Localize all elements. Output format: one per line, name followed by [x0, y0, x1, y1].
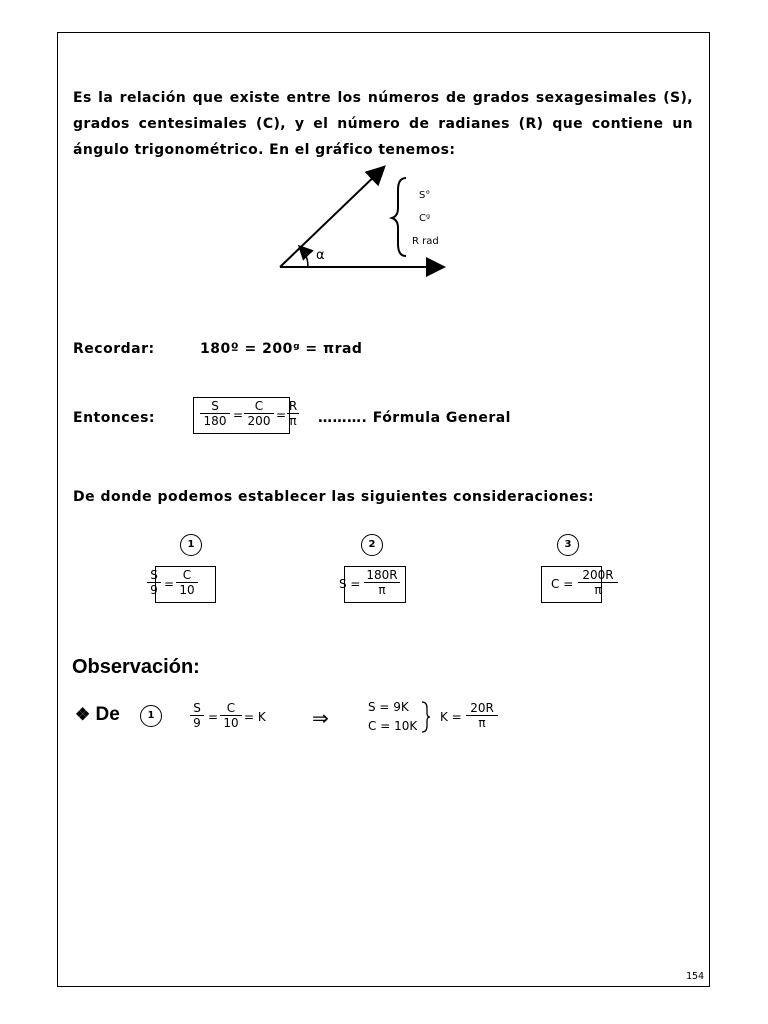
obs-fraction-s-9: S 9 — [190, 702, 204, 730]
s-degrees-label: S° — [419, 190, 431, 201]
intro-paragraph: Es la relación que existe entre los números de grados sexagesimales (S), grados centesimales (C), y el número de radianes (R) que contiene un ángulo trigonométrico. En el gráfico tenemos: — [73, 90, 693, 158]
angle-diagram — [270, 160, 460, 280]
r-rad-label: R rad — [412, 236, 439, 247]
c-equals-10k: C = 10K — [368, 719, 418, 733]
equals: = — [208, 710, 219, 724]
fraction-c-10: C 10 — [176, 569, 198, 597]
s-equals-9k: S = 9K — [368, 700, 409, 714]
fraction-20r-pi: 20R π — [466, 702, 498, 730]
fraction-c-200: C 200 — [244, 400, 274, 428]
alpha-label: α — [316, 248, 325, 263]
s-equals: S = — [339, 577, 361, 591]
c-equals: C = — [551, 577, 574, 591]
k-equals: K = — [440, 710, 462, 724]
consideration-3-number: 3 — [557, 534, 579, 556]
equals: = — [276, 408, 287, 422]
equals: = — [164, 577, 175, 591]
fraction-r-pi: R π — [288, 399, 298, 428]
fraction-s-180: S 180 — [200, 400, 230, 428]
consideration-1-number: 1 — [180, 534, 202, 556]
right-brace-icon — [420, 700, 432, 734]
recordar-label: Recordar: — [73, 341, 155, 357]
brace — [392, 178, 406, 256]
fraction-180r-pi: 180R π — [364, 569, 400, 597]
fraction-200r-pi: 200R π — [578, 569, 618, 597]
observacion-circle-1: 1 — [140, 705, 162, 727]
entonces-label: Entonces: — [73, 410, 156, 426]
diamond-bullet-icon: ❖ — [75, 705, 91, 724]
recordar-formula: 180º = 200ᵍ = πrad — [200, 341, 363, 357]
observacion-title: Observación: — [72, 656, 200, 678]
c-grads-label: Cᵍ — [419, 213, 431, 224]
implies-arrow-icon: ⇒ — [312, 706, 329, 730]
fraction-s-9: S 9 — [147, 569, 161, 597]
page-number: 154 — [685, 971, 704, 982]
consideration-2-number: 2 — [361, 534, 383, 556]
formula-caption: ………. Fórmula General — [318, 410, 511, 426]
obs-fraction-c-10: C 10 — [220, 702, 242, 730]
observacion-de-line — [75, 704, 120, 726]
considerations-text: De donde podemos establecer las siguientes consideraciones: — [73, 489, 595, 505]
de-label: De — [95, 704, 120, 725]
terminal-side — [280, 168, 383, 267]
equals: = — [233, 408, 244, 422]
angle-arc — [300, 247, 308, 267]
equals-k: = K — [244, 710, 266, 724]
